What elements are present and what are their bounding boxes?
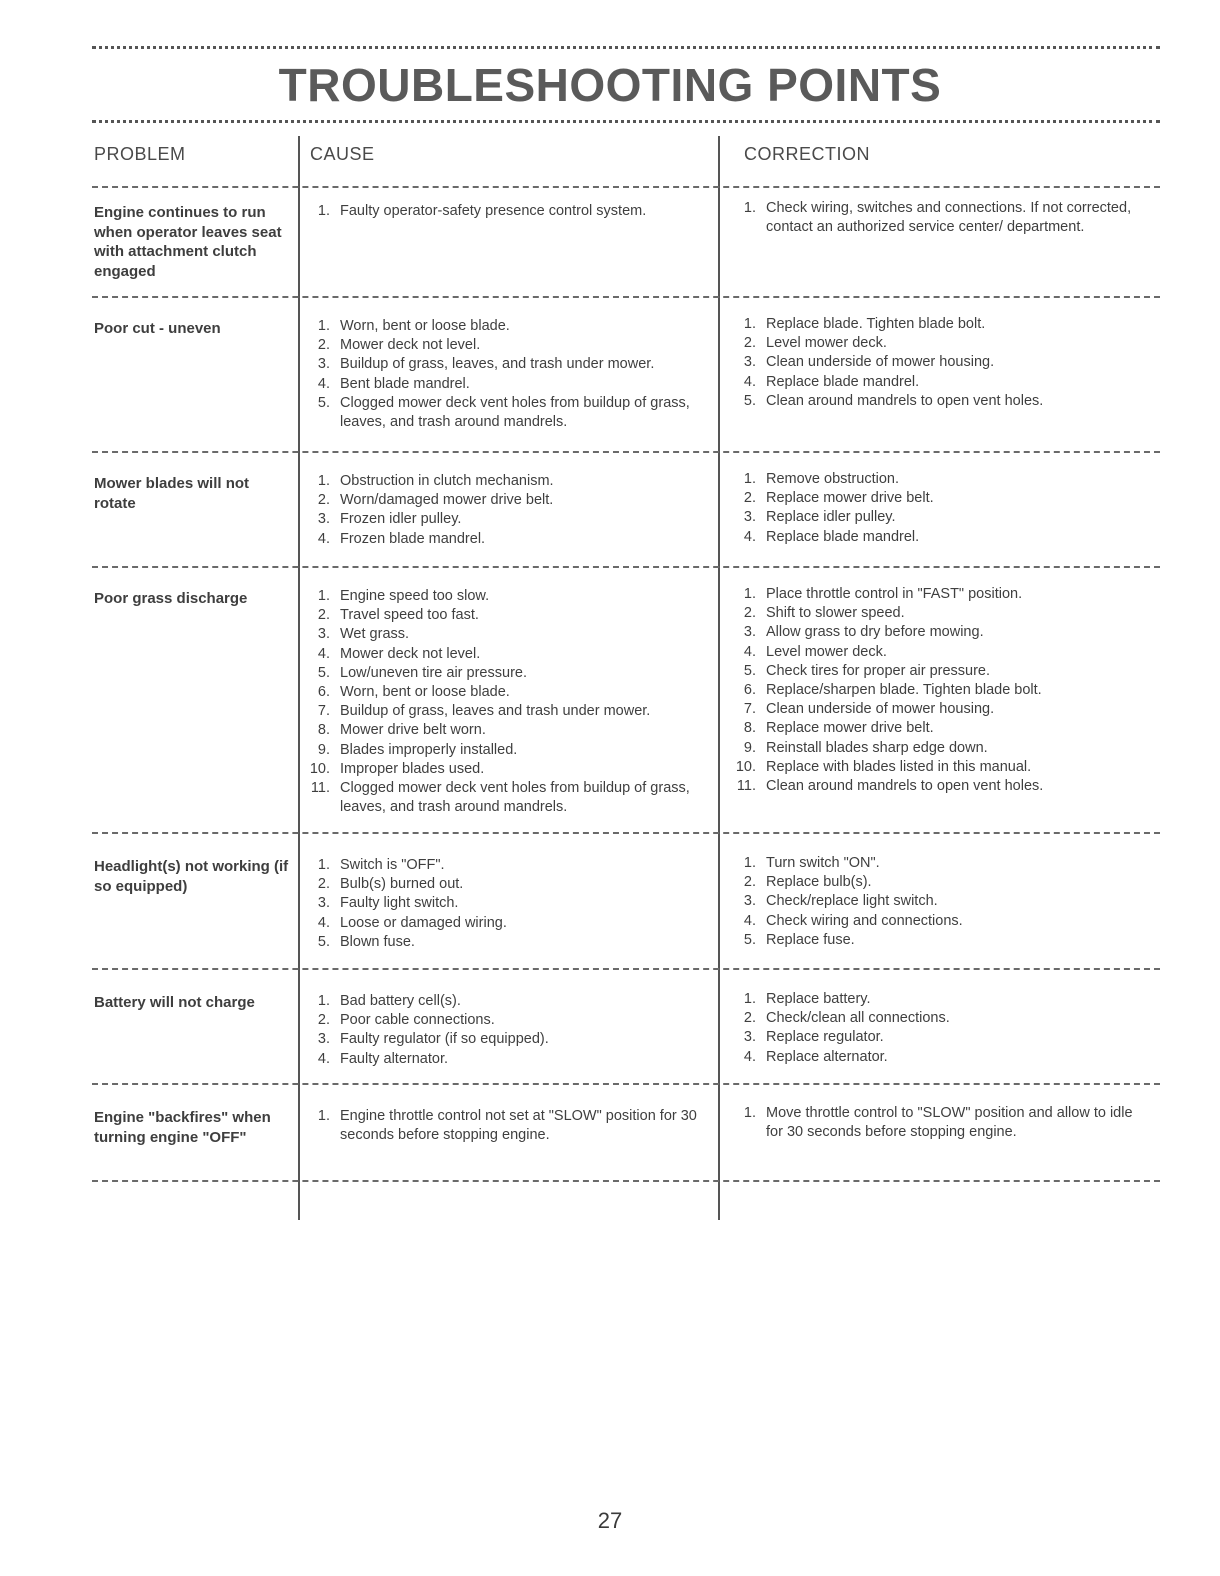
- list-item: 3. Allow grass to dry before mowing.: [743, 624, 984, 641]
- list-item: 2. Bulb(s) burned out.: [317, 876, 464, 893]
- list-item: 4. Faulty alternator.: [317, 1050, 448, 1067]
- column-divider-right: [718, 136, 720, 1220]
- list-item: 1. Obstruction in clutch mechanism.: [317, 473, 554, 489]
- list-item: 10. Replace with blades listed in this manual.: [735, 758, 1032, 775]
- list-item: 6. Worn, bent or loose blade.: [317, 684, 510, 701]
- list-item: 1. Replace battery.: [743, 991, 871, 1007]
- list-item: 3. Faulty regulator (if so equipped).: [317, 1031, 549, 1048]
- cause-list: [308, 992, 708, 1069]
- list-item: 7. Buildup of grass, leaves and trash under mower.: [317, 703, 651, 720]
- list-item: 1. Bad battery cell(s).: [317, 993, 461, 1009]
- list-item: 1. Check wiring, switches and connections. If not corrected, contact an authorized service center/ department.: [743, 200, 1132, 236]
- cause-list: [308, 317, 708, 432]
- row-rule: [92, 451, 1160, 453]
- title-bottom-rule: [92, 120, 1160, 123]
- list-item: 2. Mower deck not level.: [317, 337, 481, 354]
- problem-cell: Headlight(s) not working (if so equipped): [94, 858, 289, 895]
- list-item: 10. Improper blades used.: [309, 760, 485, 777]
- list-item: 2. Check/clean all connections.: [743, 1010, 950, 1027]
- list-item: 2. Travel speed too fast.: [317, 607, 479, 624]
- list-item: 4. Bent blade mandrel.: [317, 375, 470, 392]
- row-rule: [92, 1180, 1160, 1182]
- cause-list: [308, 1107, 708, 1145]
- row-rule: [92, 1083, 1160, 1085]
- list-item: 1. Engine speed too slow.: [317, 588, 490, 604]
- correction-list: [734, 990, 1144, 1067]
- cause-list: [308, 856, 708, 952]
- list-item: 5. Replace fuse.: [743, 931, 855, 948]
- list-item: 5. Clogged mower deck vent holes from buildup of grass, leaves, and trash around mandrels.: [317, 394, 690, 431]
- page-number: 27: [597, 1508, 623, 1533]
- row-rule: [92, 832, 1160, 834]
- row-rule: [92, 566, 1160, 568]
- list-item: 3. Frozen idler pulley.: [317, 511, 462, 528]
- list-item: 5. Clean around mandrels to open vent holes.: [743, 392, 1044, 409]
- problem-cell: Battery will not charge: [94, 994, 255, 1011]
- list-item: 1. Replace blade. Tighten blade bolt.: [743, 316, 986, 332]
- page-title: TROUBLESHOOTING POINTS: [278, 59, 942, 111]
- correction-list: [734, 585, 1144, 796]
- header-cause: CAUSE: [310, 144, 375, 164]
- list-item: 3. Check/replace light switch.: [743, 893, 938, 910]
- list-item: 3. Buildup of grass, leaves, and trash under mower.: [317, 356, 655, 373]
- list-item: 5. Low/uneven tire air pressure.: [317, 664, 527, 681]
- list-item: 5. Check tires for proper air pressure.: [743, 662, 991, 679]
- title-top-rule: [92, 46, 1160, 49]
- column-divider-left: [298, 136, 300, 1220]
- problem-cell: Mower blades will not rotate: [94, 475, 250, 512]
- list-item: 7. Clean underside of mower housing.: [743, 701, 995, 718]
- list-item: 1. Place throttle control in "FAST" position.: [743, 586, 1023, 602]
- list-item: 5. Blown fuse.: [317, 933, 415, 950]
- list-item: 9. Blades improperly installed.: [317, 741, 518, 758]
- list-item: 2. Level mower deck.: [743, 335, 887, 352]
- list-item: 2. Poor cable connections.: [317, 1012, 495, 1029]
- correction-list: [734, 199, 1144, 237]
- list-item: 4. Replace blade mandrel.: [743, 373, 920, 390]
- list-item: 4. Loose or damaged wiring.: [317, 914, 507, 931]
- list-item: 9. Reinstall blades sharp edge down.: [743, 739, 988, 756]
- header-correction: CORRECTION: [744, 144, 870, 164]
- problem-cell: Poor cut - uneven: [94, 320, 221, 337]
- list-item: 8. Replace mower drive belt.: [743, 720, 934, 737]
- list-item: 1. Switch is "OFF".: [317, 857, 445, 873]
- list-item: 11. Clean around mandrels to open vent holes.: [736, 778, 1044, 795]
- correction-list: [734, 1104, 1144, 1142]
- header-rule: [92, 186, 1160, 188]
- cause-list: [308, 587, 708, 817]
- problem-cell: Engine "backfires" when turning engine "OFF": [94, 1109, 271, 1146]
- problem-cell: Poor grass discharge: [94, 590, 248, 607]
- list-item: 4. Replace alternator.: [743, 1048, 888, 1065]
- list-item: 6. Replace/sharpen blade. Tighten blade bolt.: [743, 682, 1042, 699]
- list-item: 2. Shift to slower speed.: [743, 605, 905, 622]
- header-problem: PROBLEM: [94, 144, 186, 164]
- list-item: 1. Worn, bent or loose blade.: [317, 318, 510, 334]
- correction-list: [734, 854, 1144, 950]
- correction-list: [734, 315, 1144, 411]
- list-item: 3. Replace regulator.: [743, 1029, 884, 1046]
- list-item: 8. Mower drive belt worn.: [317, 722, 486, 739]
- cause-list: [308, 202, 708, 221]
- list-item: 1. Move throttle control to "SLOW" position and allow to idle for 30 seconds before stopping engine.: [743, 1105, 1133, 1141]
- list-item: 4. Replace blade mandrel.: [743, 528, 920, 545]
- cause-list: [308, 472, 708, 549]
- list-item: 2. Worn/damaged mower drive belt.: [317, 492, 554, 509]
- row-rule: [92, 968, 1160, 970]
- list-item: 4. Mower deck not level.: [317, 645, 481, 662]
- row-rule: [92, 296, 1160, 298]
- list-item: 1. Remove obstruction.: [743, 471, 899, 487]
- list-item: 3. Replace idler pulley.: [743, 509, 896, 526]
- list-item: 4. Level mower deck.: [743, 643, 887, 660]
- list-item: 3. Clean underside of mower housing.: [743, 354, 995, 371]
- list-item: 2. Replace bulb(s).: [743, 874, 872, 891]
- correction-list: [734, 470, 1144, 547]
- list-item: 2. Replace mower drive belt.: [743, 490, 934, 507]
- problem-cell: Engine continues to run when operator leaves seat with attachment clutch engaged: [94, 204, 282, 280]
- list-item: 1. Engine throttle control not set at "SLOW" position for 30 seconds before stopping engine.: [317, 1108, 697, 1144]
- list-item: 4. Frozen blade mandrel.: [317, 530, 486, 547]
- list-item: 11. Clogged mower deck vent holes from buildup of grass, leaves, and trash around mandrels.: [310, 780, 690, 816]
- list-item: 4. Check wiring and connections.: [743, 912, 963, 929]
- list-item: 1. Turn switch "ON".: [743, 855, 880, 871]
- list-item: 3. Faulty light switch.: [317, 895, 459, 912]
- list-item: 1. Faulty operator-safety presence control system.: [317, 203, 647, 219]
- list-item: 3. Wet grass.: [317, 626, 410, 643]
